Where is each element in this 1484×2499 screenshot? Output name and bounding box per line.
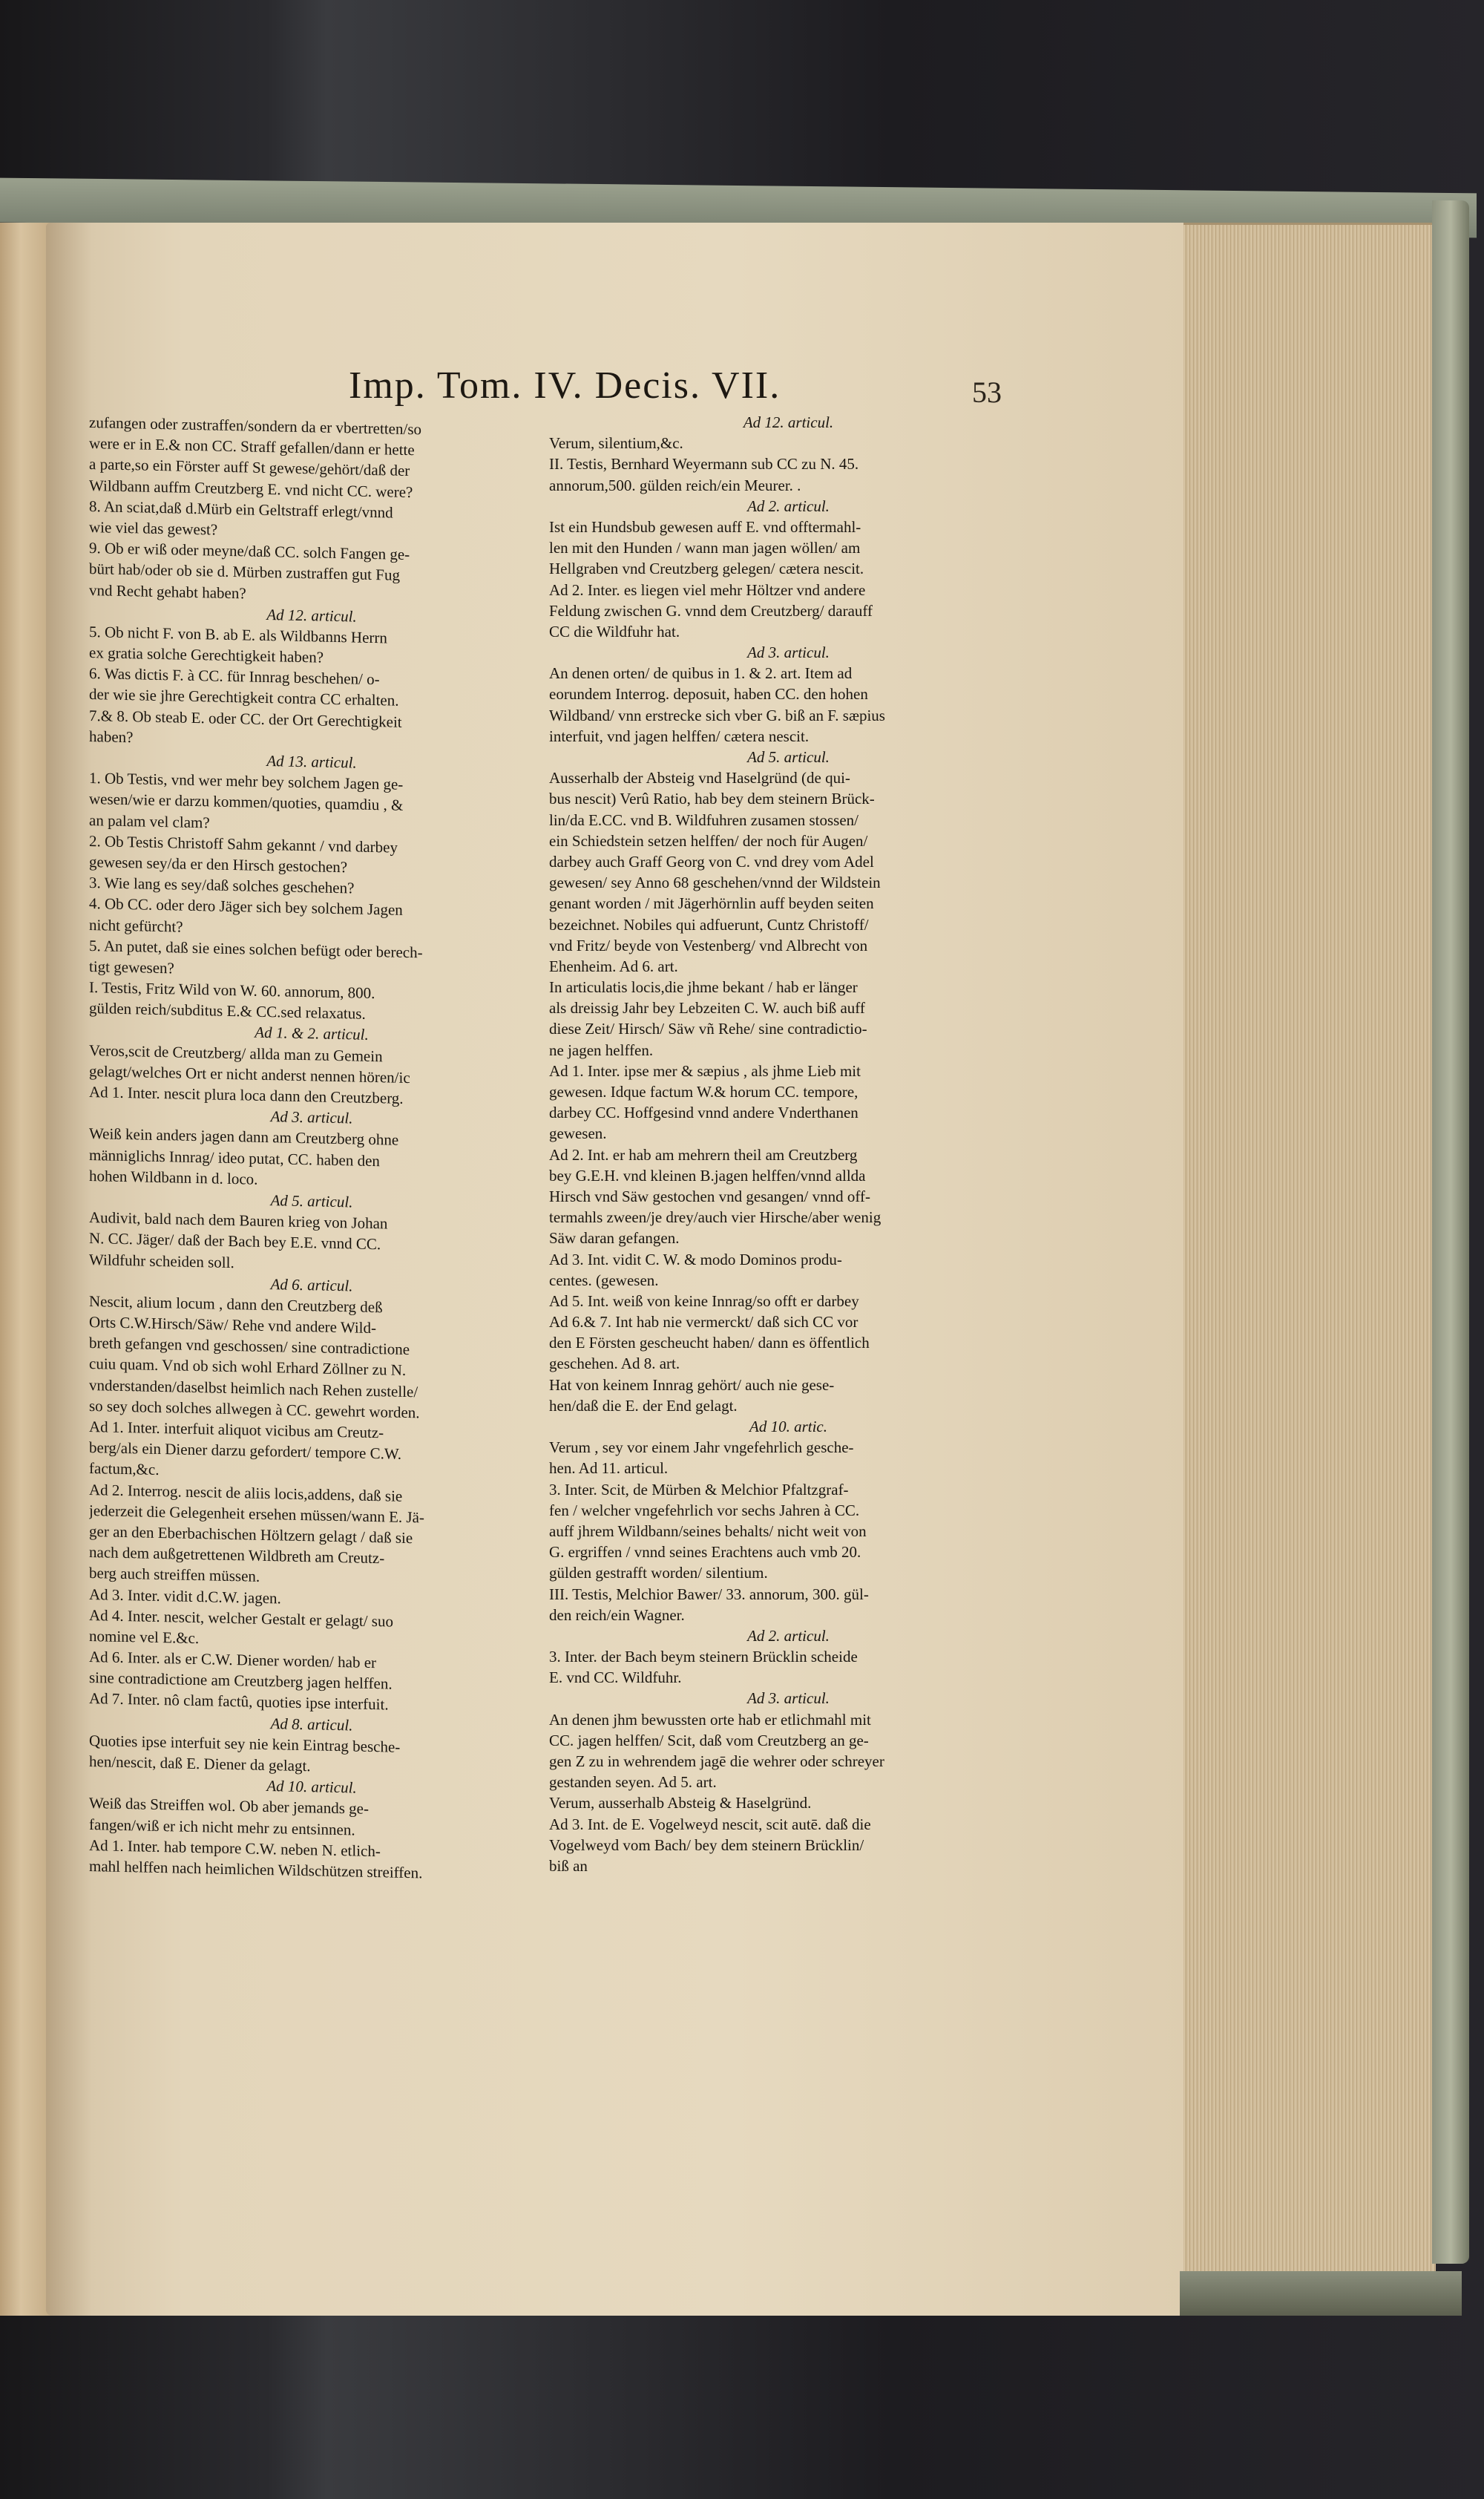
text-line: Ad 2. articul.: [747, 1626, 830, 1645]
text-line: bey G.E.H. vnd kleinen B.jagen helffen/vnnd allda: [549, 1166, 866, 1185]
text-line: 7.& 8. Ob steab E. oder CC. der Ort Gerechtigkeit: [89, 706, 402, 731]
text-line: Quoties ipse interfuit sey nie kein Eintrag besche-: [89, 1731, 401, 1756]
text-line: gewesen/ sey Anno 68 geschehen/vnnd der Wildstein: [549, 874, 881, 892]
text-line: Wildband/ vnn erstrecke sich vber G. biß an F. sæpius: [549, 706, 885, 724]
text-line: männiglichs Innrag/ ideo putat, CC. haben den: [89, 1145, 380, 1170]
text-line: darbey auch Graff Georg von C. vnd drey vom Adel: [549, 852, 874, 871]
text-line: biß an: [549, 1856, 588, 1875]
text-line: geschehen. Ad 8. art.: [549, 1355, 680, 1373]
text-line: nicht gefürcht?: [89, 915, 183, 936]
text-line: nomine vel E.&c.: [89, 1626, 200, 1647]
text-line: Hellgraben vnd Creutzberg gelegen/ cætera nescit.: [549, 560, 864, 578]
text-line: Ausserhalb der Absteig vnd Haselgründ (de qui-: [549, 769, 850, 787]
text-line: hen/nescit, daß E. Diener da gelagt.: [89, 1752, 311, 1775]
text-line: lin/da E.CC. vnd B. Wildfuhren zusamen stossen/: [549, 810, 858, 829]
text-line: breth gefangen vnd geschossen/ sine contradictione: [89, 1334, 410, 1359]
text-line: gestanden seyen. Ad 5. art.: [549, 1773, 717, 1792]
text-line: gülden gestrafft worden/ silentium.: [549, 1564, 768, 1582]
text-line: III. Testis, Melchior Bawer/ 33. annorum, 300. gül-: [549, 1585, 869, 1603]
text-line: interfuit, vnd jagen helffen/ cætera nescit.: [549, 727, 810, 745]
text-line: Verum , sey vor einem Jahr vngefehrlich gesche-: [549, 1438, 854, 1457]
text-line: Ad 10. articul.: [266, 1777, 357, 1797]
text-line: Ad 6.& 7. Int hab nie vermerckt/ daß sich CC vor: [549, 1313, 858, 1332]
text-line: jederzeit die Gelegenheit ersehen müssen/wann E. Jä-: [89, 1501, 424, 1527]
text-line: Säw daran gefangen.: [549, 1229, 680, 1248]
text-line: hen/daß die E. der End gelagt.: [549, 1396, 738, 1415]
text-line: sine contradictione am Creutzberg jagen helffen.: [89, 1668, 393, 1693]
text-line: Ad 8. articul.: [270, 1714, 353, 1735]
text-line: wie viel das gewest?: [89, 517, 218, 539]
page-number: 53: [972, 376, 1002, 409]
text-line: a parte,so ein Förster auff St gewese/gehört/daß der: [89, 455, 410, 480]
text-line: bürt hab/oder ob sie d. Mürben zustraffen gut Fug: [89, 560, 400, 585]
text-line: 2. Ob Testis Christoff Sahm gekannt / vnd darbey: [89, 831, 398, 857]
text-line: eorundem Interrog. deposuit, haben CC. den hohen: [549, 685, 868, 704]
text-line: Hat von keinem Innrag gehört/ auch nie gese-: [549, 1375, 835, 1394]
text-line: cuiu quam. Vnd ob sich wohl Erhard Zöllner zu N.: [89, 1355, 407, 1380]
text-line: Wildbann auffm Creutzberg E. vnd nicht CC. were?: [89, 476, 413, 501]
text-line: 4. Ob CC. oder dero Jäger sich bey solchem Jagen: [89, 894, 403, 920]
text-line: gewesen.: [549, 1124, 607, 1143]
text-line: Wildfuhr scheiden soll.: [89, 1250, 234, 1271]
text-line: In articulatis locis,die jhme bekant / hab er länger: [549, 978, 858, 997]
text-line: Weiß das Streiffen wol. Ob aber jemands ge-: [89, 1794, 369, 1818]
text-line: 5. Ob nicht F. von B. ab E. als Wildbanns Herrn: [89, 622, 387, 647]
text-line: E. vnd CC. Wildfuhr.: [549, 1668, 682, 1687]
book-cover-right: [1432, 200, 1469, 2264]
text-line: vnderstanden/daselbst heimlich nach Rehen zustelle/: [89, 1375, 418, 1401]
text-line: Ad 1. Inter. hab tempore C.W. neben N. etlich-: [89, 1835, 381, 1860]
running-header: Imp. Tom. IV. Decis. VII.: [349, 364, 781, 407]
text-line: bezeichnet. Nobiles qui adfuerunt, Cuntz Christoff/: [549, 915, 869, 934]
text-line: CC die Wildfuhr hat.: [549, 622, 680, 641]
text-line: tigt gewesen?: [89, 957, 174, 977]
text-line: annorum,500. gülden reich/ein Meurer. .: [549, 476, 801, 494]
text-line: factum,&c.: [89, 1459, 160, 1479]
text-line: Ad 2. Interrog. nescit de aliis locis,addens, daß sie: [89, 1480, 403, 1505]
text-line: Ad 4. Inter. nescit, welcher Gestalt er gelagt/ suo: [89, 1605, 393, 1631]
text-line: termahls zween/je drey/auch vier Hirsche/aber wenig: [549, 1208, 881, 1227]
text-line: hen. Ad 11. articul.: [549, 1459, 669, 1478]
right-text-column: [549, 412, 1028, 1876]
text-line: Ad 2. Inter. es liegen viel mehr Höltzer vnd andere: [549, 580, 866, 599]
text-line: I. Testis, Fritz Wild von W. 60. annorum, 800.: [89, 978, 375, 1003]
text-line: Ehenheim. Ad 6. art.: [549, 957, 678, 975]
text-line: Ad 1. Inter. interfuit aliquot vicibus am Creutz-: [89, 1418, 384, 1442]
text-line: bus nescit) Verû Ratio, hab bey dem steinern Brück-: [549, 790, 875, 808]
text-line: Feldung zwischen G. vnnd dem Creutzberg/ darauff: [549, 601, 873, 620]
text-line: Ad 6. articul.: [270, 1274, 353, 1295]
text-line: An denen orten/ de quibus in 1. & 2. art. Item ad: [549, 664, 853, 683]
text-line: an palam vel clam?: [89, 810, 210, 831]
text-line: Ad 10. artic.: [749, 1418, 827, 1435]
text-line: ne jagen helffen.: [549, 1041, 654, 1059]
text-line: 9. Ob er wiß oder meyne/daß CC. solch Fangen ge-: [89, 539, 410, 564]
text-line: mahl helffen nach heimlichen Wildschützen streiffen.: [89, 1856, 423, 1882]
text-line: Orts C.W.Hirsch/Säw/ Rehe vnd andere Wild-: [89, 1313, 377, 1337]
text-line: berg/als ein Diener darzu gefordert/ tempore C.W.: [89, 1438, 402, 1464]
text-line: Ad 1. Inter. nescit plura loca dann den Creutzberg.: [89, 1083, 404, 1107]
text-line: 1. Ob Testis, vnd wer mehr bey solchem Jagen ge-: [89, 769, 404, 794]
text-line: Ad 7. Inter. nô clam factû, quoties ipse interfuit.: [89, 1689, 389, 1714]
text-line: zufangen oder zustraffen/sondern da er vbertretten/so: [89, 413, 422, 439]
text-line: so sey doch solches allwegen à CC. gewehrt worden.: [89, 1396, 420, 1422]
text-line: gelagt/welches Ort er nicht anderst nennen hören/ic: [89, 1061, 410, 1087]
text-line: Ad 2. Int. er hab am mehrern theil am Creutzberg: [549, 1145, 858, 1164]
text-line: CC. jagen helffen/ Scit, daß vom Creutzberg an ge-: [549, 1731, 869, 1749]
text-line: Ad 2. articul.: [747, 497, 830, 515]
text-line: Audivit, bald nach dem Bauren krieg von Johan: [89, 1208, 388, 1233]
text-line: Ad 5. Int. weiß von keine Innrag/so offt er darbey: [549, 1291, 859, 1310]
text-line: Veros,scit de Creutzberg/ allda man zu Gemein: [89, 1041, 383, 1065]
text-line: An denen jhm bewussten orte hab er etlichmahl mit: [549, 1710, 871, 1729]
text-line: ex gratia solche Gerechtigkeit haben?: [89, 643, 324, 666]
text-line: Ist ein Hundsbub gewesen auff E. vnd offtermahl-: [549, 517, 861, 536]
text-line: 3. Inter. der Bach beym steinern Brücklin scheide: [549, 1648, 858, 1666]
text-line: den reich/ein Wagner.: [549, 1605, 685, 1624]
text-line: Nescit, alium locum , dann den Creutzberg deß: [89, 1291, 383, 1317]
text-line: Ad 5. articul.: [270, 1191, 353, 1211]
text-line: darbey CC. Hoffgesind vnnd andere Vnderthanen: [549, 1104, 858, 1122]
text-line: G. ergriffen / vnnd seines Erachtens auch vmb 20.: [549, 1543, 861, 1562]
text-line: 5. An putet, daß sie eines solchen befügt oder berech-: [89, 936, 423, 962]
text-line: wesen/wie er darzu kommen/quoties, quamdiu , &: [89, 790, 404, 815]
text-line: ger an den Eberbachischen Höltzern gelagt / daß sie: [89, 1522, 413, 1547]
text-line: Weiß kein anders jagen dann am Creutzberg ohne: [89, 1124, 399, 1150]
text-line: Ad 3. articul.: [747, 1689, 830, 1708]
text-line: gülden reich/subditus E.& CC.sed relaxatus.: [89, 999, 366, 1023]
text-line: gen Z zu in wehrendem jagē die wehrer oder schreyer: [549, 1752, 884, 1770]
text-line: Ad 1. & 2. articul.: [255, 1023, 369, 1044]
text-line: der wie sie jhre Gerechtigkeit contra CC erhalten.: [89, 685, 399, 710]
text-line: den E Försten gescheucht haben/ dann es öffentlich: [549, 1334, 870, 1352]
text-line: len mit den Hunden / wann man jagen wöllen/ am: [549, 539, 861, 557]
text-line: Ad 12. articul.: [266, 605, 357, 626]
text-line: auff jhrem Wildbann/seines behalts/ nicht weit von: [549, 1522, 867, 1540]
text-line: N. CC. Jäger/ daß der Bach bey E.E. vnnd CC.: [89, 1229, 381, 1254]
text-line: Vogelweyd vom Bach/ bey dem steinern Brücklin/: [549, 1835, 864, 1854]
text-line: centes. (gewesen.: [549, 1271, 659, 1289]
text-line: Verum, ausserhalb Absteig & Haselgründ.: [549, 1794, 812, 1812]
text-line: Verum, silentium,&c.: [549, 434, 683, 453]
text-line: vnd Fritz/ beyde von Vestenberg/ vnd Albrecht von: [549, 936, 868, 954]
text-line: Ad 3. articul.: [747, 643, 830, 662]
left-text-column: [89, 412, 534, 1882]
text-line: Ad 12. articul.: [743, 413, 834, 431]
text-line: vnd Recht gehabt haben?: [89, 580, 246, 602]
text-line: Ad 3. articul.: [270, 1107, 353, 1127]
text-line: 6. Was dictis F. à CC. für Innrag beschehen/ o-: [89, 664, 380, 689]
book-cover-bottom: [1180, 2271, 1462, 2316]
text-line: 3. Inter. Scit, de Mürben & Melchior Pfaltzgraf-: [549, 1480, 849, 1499]
text-line: Ad 13. articul.: [266, 752, 357, 772]
text-line: Ad 3. Int. vidit C. W. & modo Dominos produ-: [549, 1250, 842, 1268]
text-line: Ad 3. Inter. vidit d.C.W. jagen.: [89, 1585, 281, 1607]
text-line: genant worden / mit Jägerhörnlin auff beyden seiten: [549, 894, 874, 913]
text-line: 8. An sciat,daß d.Mürb ein Geltstraff erlegt/vnnd: [89, 497, 393, 522]
text-line: gewesen. Idque factum W.& horum CC. tempore,: [549, 1083, 858, 1101]
text-line: Ad 1. Inter. ipse mer & sæpius , als jhme Lieb mit: [549, 1061, 861, 1080]
text-line: Ad 6. Inter. als er C.W. Diener worden/ hab er: [89, 1648, 377, 1672]
text-line: gewesen sey/da er den Hirsch gestochen?: [89, 852, 348, 877]
text-line: II. Testis, Bernhard Weyermann sub CC zu N. 45.: [549, 455, 859, 474]
page-block-edge: [1183, 223, 1436, 2296]
text-line: nach dem außgetrettenen Wildbreth am Creutz-: [89, 1543, 385, 1568]
text-line: Ad 5. articul.: [747, 748, 830, 766]
text-line: hohen Wildbann in d. loco.: [89, 1166, 258, 1188]
text-line: Ad 3. Int. de E. Vogelweyd nescit, scit autē. daß die: [549, 1815, 871, 1833]
text-line: diese Zeit/ Hirsch/ Säw vñ Rehe/ sine contradictio-: [549, 1020, 867, 1038]
text-line: Hirsch vnd Säw gestochen vnd gesangen/ vnnd off-: [549, 1187, 870, 1205]
text-line: fen / welcher vngefehrlich vor sechs Jahren à CC.: [549, 1501, 860, 1519]
text-line: haben?: [89, 727, 134, 747]
text-line: fangen/wiß er ich nicht mehr zu entsinnen.: [89, 1815, 355, 1839]
text-line: als dreissig Jahr bey Lebzeiten C. W. auch biß auff: [549, 999, 865, 1018]
text-line: were er in E.& non CC. Straff gefallen/dann er hette: [89, 434, 415, 459]
text-line: ein Schiedstein setzen helffen/ der noch für Augen/: [549, 831, 868, 850]
text-line: 3. Wie lang es sey/daß solches geschehen?: [89, 874, 355, 897]
text-line: berg auch streiffen müssen.: [89, 1564, 260, 1586]
